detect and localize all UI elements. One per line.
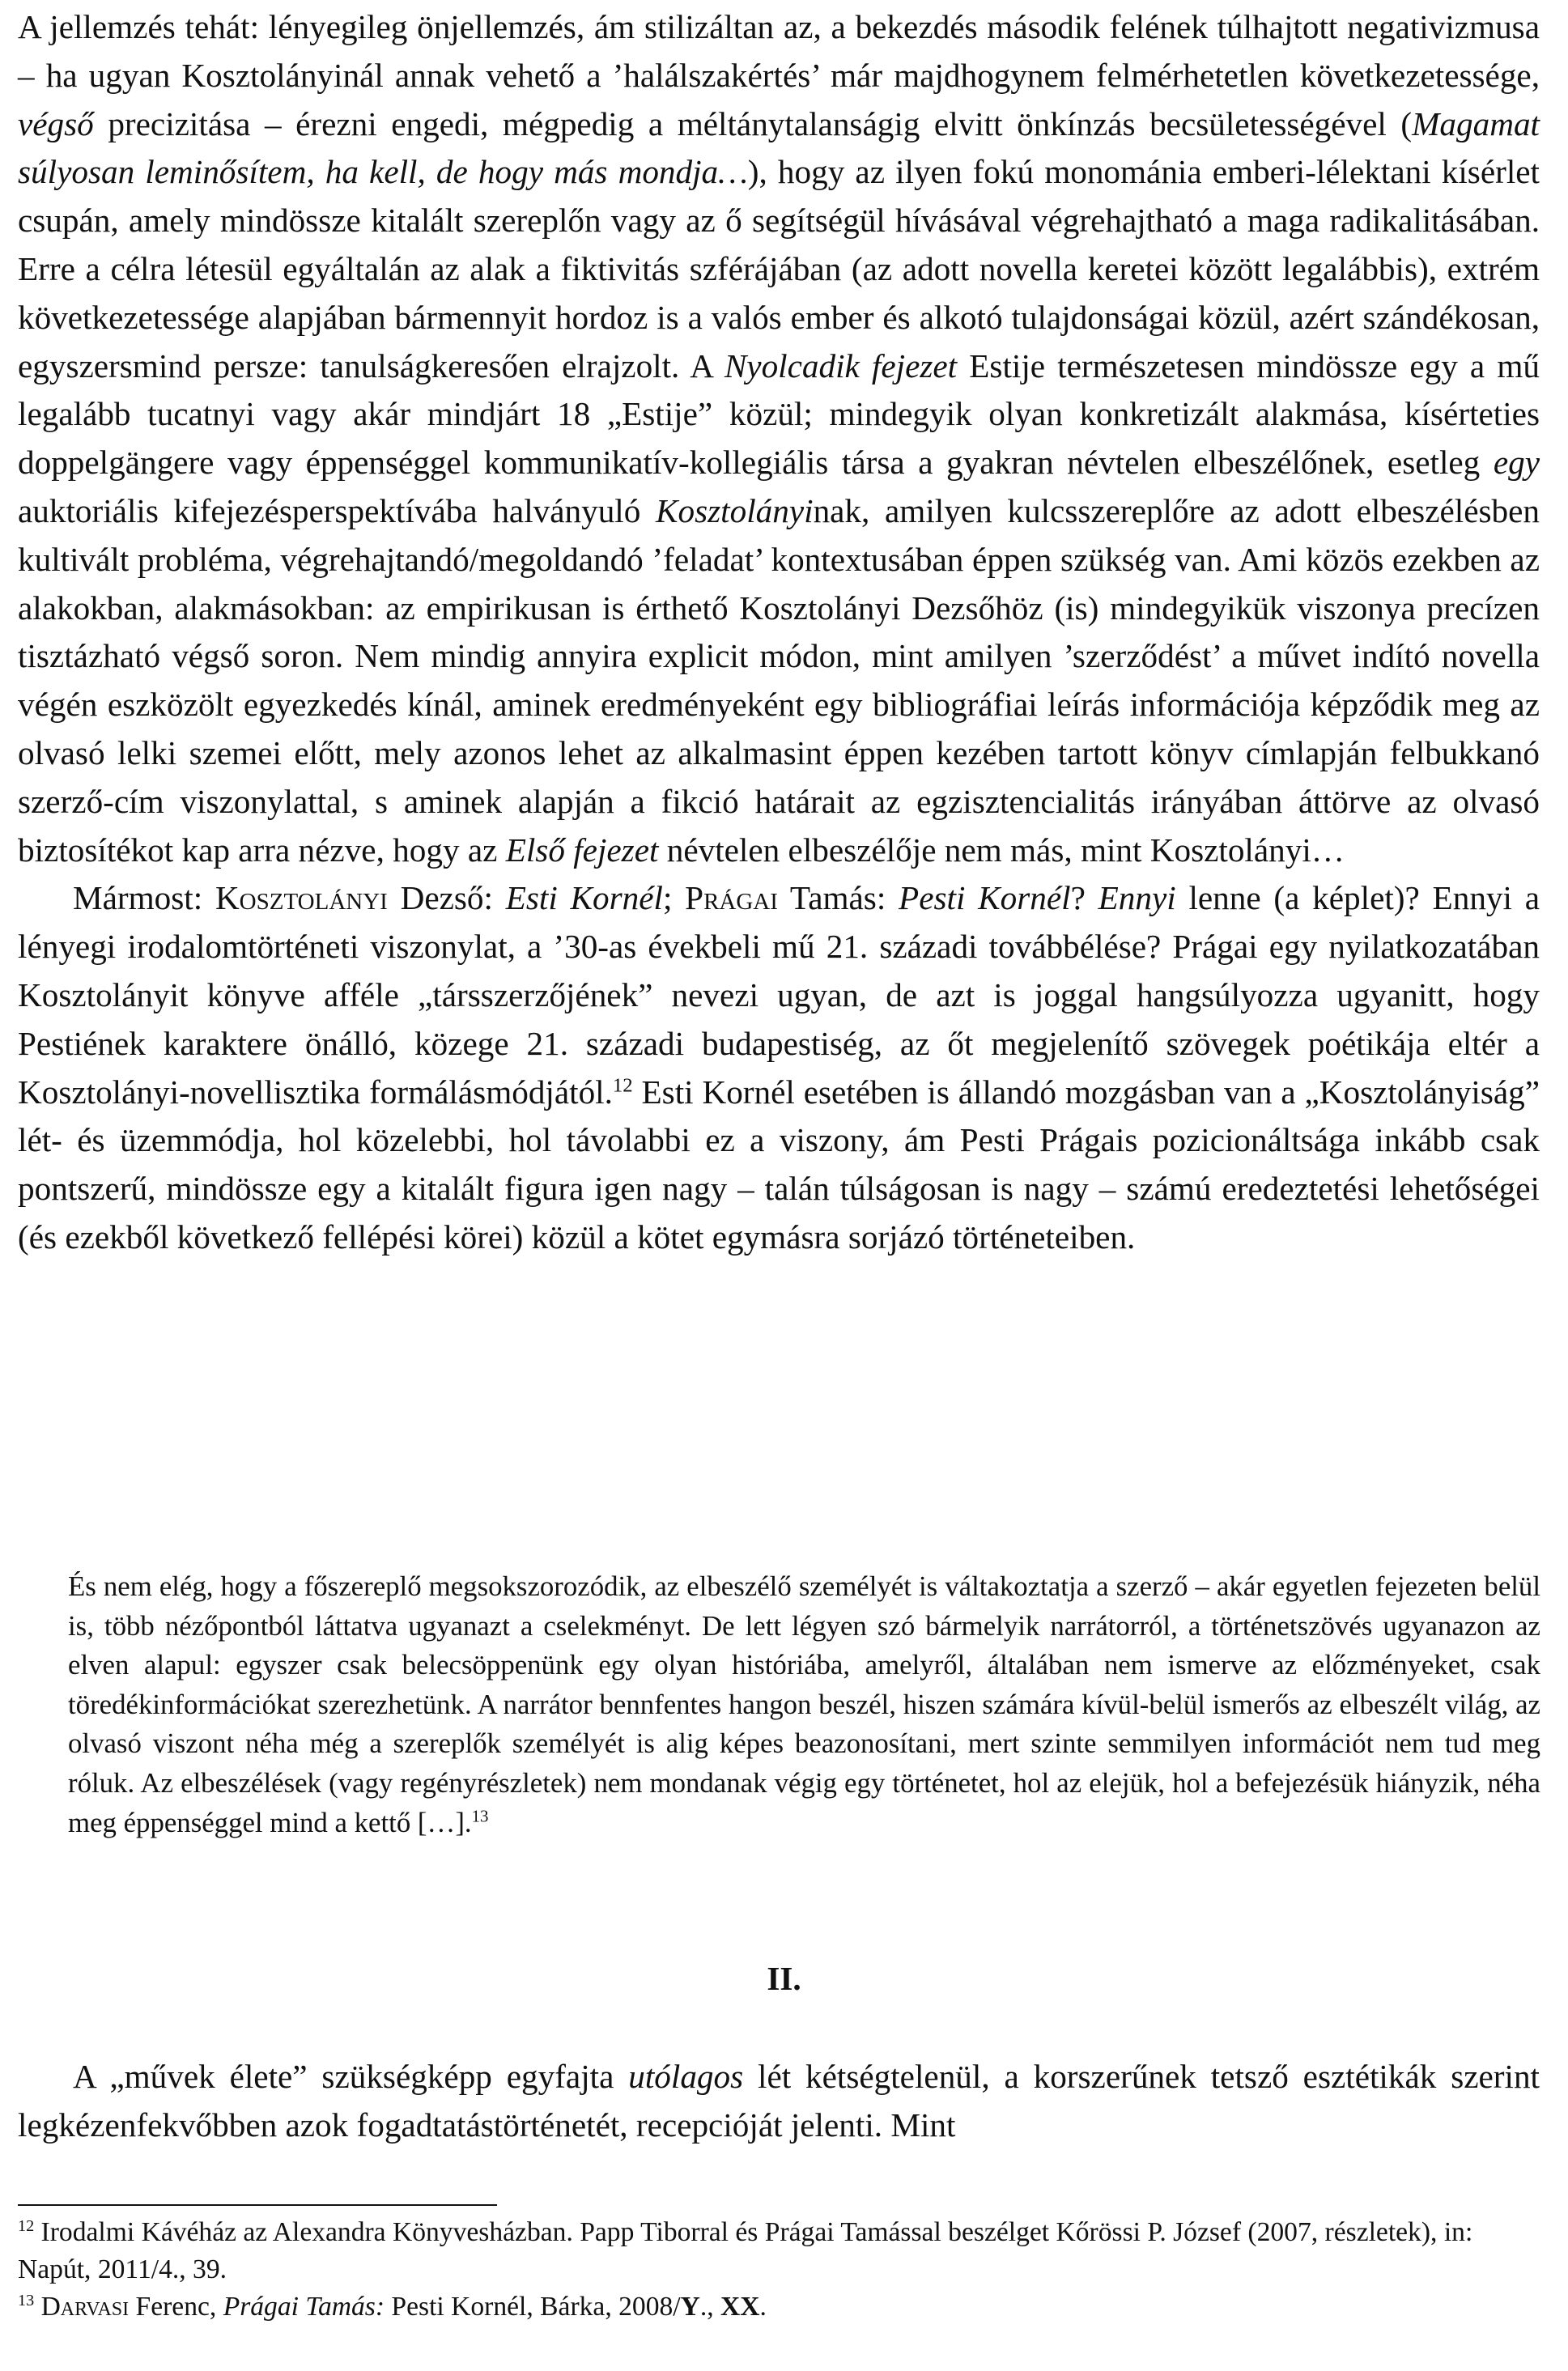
- footnote-number: 13: [18, 2291, 35, 2309]
- text-run: auktoriális kifejezésperspektívába halványuló: [18, 491, 657, 529]
- text-run: Mármost:: [73, 879, 215, 917]
- paragraph-1: [18, 3, 1540, 874]
- italic-run: Prágai Tamás:: [223, 2292, 385, 2322]
- main-text: [18, 3, 1540, 1262]
- text-run: A „művek élete” szükségképp egyfajta: [73, 2058, 629, 2095]
- text-run: precizitása – érezni engedi, mégpedig a méltánytalanságig elvitt önkínzás becsületességével (: [93, 104, 1413, 142]
- text-run: Pesti Kornél, Bárka, 2008/: [385, 2292, 681, 2322]
- footnote-divider: [18, 2204, 497, 2206]
- bold-run: Y: [680, 2292, 700, 2322]
- footnote-ref-12[interactable]: 12: [612, 1073, 633, 1096]
- italic-run: Esti Kornél: [505, 879, 663, 917]
- italic-run: Első fejezet: [505, 831, 659, 869]
- paragraph-2: [18, 874, 1540, 1261]
- text-run: Estije természetesen mindössze egy a mű legalább tucatnyi vagy akár mindjárt 18 „Estije” közül; mindegyik olyan konkretizált alakmása, kísérteties doppelgängere vagy éppenséggel kommunikatív-kollegiális társa a gyakran névtelen elbeszélőnek, esetleg: [18, 346, 1540, 482]
- text-run: névtelen elbeszélője nem más, mint Kosztolányi…: [658, 831, 1345, 869]
- italic-run: végső: [18, 104, 94, 142]
- footnote-12: [18, 2214, 1540, 2288]
- italic-run: Kosztolányi: [656, 491, 814, 529]
- footnote-text: Irodalmi Kávéház az Alexandra Könyvesházban. Papp Tiborral és Prágai Tamással beszélget Kőrössi P. József (2007, részletek), in: Napút, 2011/4., 39.: [18, 2217, 1473, 2284]
- bold-run: XX: [720, 2292, 760, 2322]
- text-run: ;: [662, 879, 686, 917]
- italic-run: utólagos: [628, 2058, 744, 2095]
- italic-run: Pesti Kornél: [899, 879, 1071, 917]
- text-run: nak, amilyen kulcsszereplőre az adott elbeszélésben kultivált probléma, végrehajtandó/megoldandó ’feladat’ kontextusában éppen szükség van. Ami közös ezekben az alakokban, alakmásokban: az empirikusan is érthető Kosztolányi Dezsőhöz (is) mindegyikük viszonya precízen tisztázható végső soron. Nem mindig annyira explicit módon, mint amilyen ’szerződést’ a művet indító novella végén eszközölt egyezkedés kínál, aminek eredményeként egy bibliográfiai leírás információja képződik meg az olvasó lelki szemei előtt, mely azonos lehet az alkalmasint éppen kezében tartott könyv címlapján felbukkanó szerző-cím viszonylattal, s aminek alapján a fikció határait az egzisztencialitás irányában áttörve az olvasó biztosítékot kap arra nézve, hogy az: [18, 491, 1540, 869]
- footnote-13: [18, 2288, 1540, 2326]
- text-run: .: [759, 2292, 767, 2322]
- author-smallcaps: Prágai: [685, 879, 778, 917]
- text-run: Dezső:: [387, 879, 506, 917]
- author-smallcaps: Darvasi: [40, 2292, 130, 2322]
- text-run: lenne (a képlet)? Ennyi a lényegi irodalomtörténeti viszonylat, a ’30-as évekbeli mű 21. századi továbbélése? Prágai egy nyilatkozatában Kosztolányit könyve afféle „társszerzőjének” nevezi ugyan, de azt is joggal hangsúlyozza ugyanitt, hogy Pestiének karaktere önálló, közege 21. századi budapestiség, az őt megjelenítő szövegek poétikája eltér a Kosztolányi-novellisztika formálásmódjától.: [18, 879, 1540, 1111]
- footnote-ref-13[interactable]: 13: [471, 1805, 489, 1825]
- text-run: ?: [1070, 879, 1098, 917]
- author-smallcaps: Kosztolányi: [215, 879, 388, 917]
- text-run: Esti Kornél esetében is állandó mozgásban van a „Kosztolányiság” lét- és üzemmódja, hol közelebbi, hol távolabbi ez a viszony, ám Pesti Prágais pozicionáltsága inkább csak pontszerű, mindössze egy a kitalált figura igen nagy – talán túlságosan is nagy – számú eredeztetési lehetőségei (és ezekből következő fellépési körei) közül a kötet egymásra sorjázó történeteiben.: [18, 1073, 1540, 1256]
- paragraph-3: [18, 2053, 1540, 2150]
- text-run: lét kétségtelenül, a korszerűnek tetsző esztétikák szerint legkézenfekvőbben azok fogadtatástörténetét, recepcióját jelenti. Mint: [18, 2058, 1540, 2144]
- italic-run: egy: [1493, 444, 1540, 482]
- text-run: Tamás:: [777, 879, 899, 917]
- section-heading: II.: [767, 1960, 801, 1997]
- italic-run: Magamat súlyosan leminősítem, ha kell, de hogy más mondja…: [18, 104, 1540, 191]
- quote-text: És nem elég, hogy a főszereplő megsokszorozódik, az elbeszélő személyét is váltakoztatja a szerző – akár egyetlen fejezeten belül is, több nézőpontból láttatva ugyanazt a cselekményt. De lett légyen szó bármelyik narrátorról, a történetszövés ugyanazon az elven alapul: egyszer csak belecsöppenünk egy olyan históriába, amelyről, általában nem ismerve az előzményeket, csak töredékinformációkat szerezhetünk. A narrátor bennfentes hangon beszél, hiszen számára kívül-belül ismerős az elbeszélt világ, az olvasó viszont néha még a szereplők személyét is alig képes beazonosítani, mert szinte semmilyen információt nem tud meg róluk. Az elbeszélések (vagy regényrészletek) nem mondanak végig egy történetet, hol az elejük, hol a befejezésük hiányzik, néha meg éppenséggel mind a kettő […].: [68, 1570, 1540, 1838]
- italic-run: Nyolcadik fejezet: [724, 346, 958, 385]
- text-run: Ferenc,: [129, 2292, 223, 2322]
- text-run: A jellemzés tehát: lényegileg önjellemzés, ám stilizáltan az, a bekezdés második felének túlhajtott negativizmusa – ha ugyan Kosztolányinál annak vehető a ’halálszakértés’ már majdhogynem felmérhetetlen következetessége,: [18, 8, 1540, 94]
- text-run: ), hogy az ilyen fokú monománia emberi-lélektani kísérlet csupán, amely mindössze kitalált szereplőn vagy az ő segítségül hívásával végrehajtható a maga radikalitásában. Erre a célra létesül egyáltalán az alak a fiktivitás szférájában (az adott novella keretei között legalábbis), extrém következetessége alapjában bármennyit hordoz is a valós ember és alkotó tulajdonságai közül, azért szándékosan, egyszersmind persze: tanulságkeresően elrajzolt. A: [18, 153, 1540, 385]
- text-run: .,: [699, 2292, 721, 2322]
- footnotes: [18, 2214, 1540, 2326]
- italic-run: Ennyi: [1098, 879, 1176, 917]
- block-quote: [68, 1567, 1540, 1842]
- footnote-number: 12: [18, 2216, 35, 2235]
